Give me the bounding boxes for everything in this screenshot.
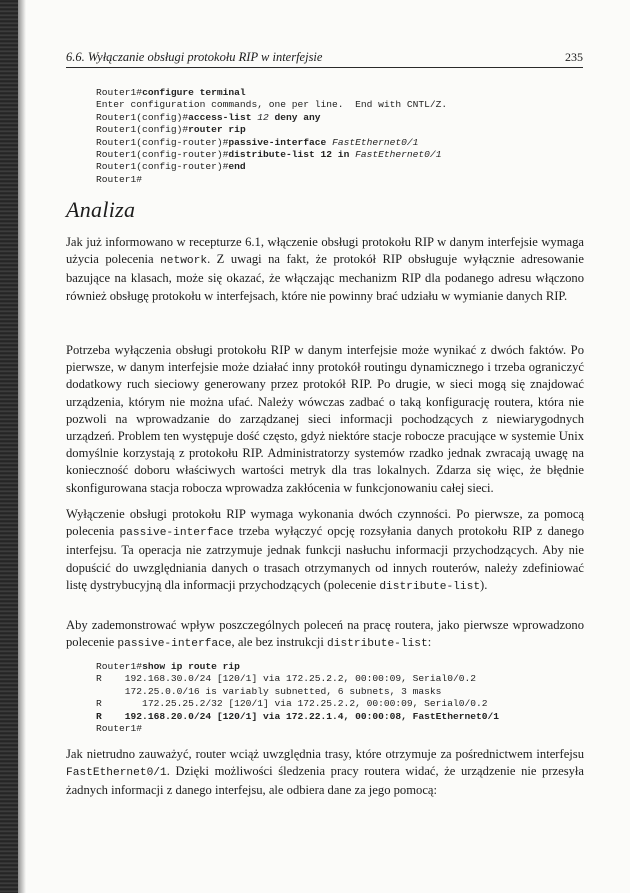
code-block-show-route (96, 661, 499, 735)
scan-binding-edge (0, 0, 18, 893)
section-title: Analiza (66, 197, 136, 222)
code-block-config (96, 87, 447, 186)
code-line: Router1#show ip route rip (96, 661, 240, 672)
code-line: Enter configuration commands, one per line. End with CNTL/Z. (96, 99, 448, 111)
code-line: Router1(config-router)#passive-interface FastEthernet0/1 (96, 136, 419, 148)
paragraph-2: Potrzeba wyłączenia obsługi protokołu RIP w danym interfejsie może wynikać z dwóch faktów. Po pierwsze, w danym interfejsie może działać inny protokół routingu dynamicznego i trzeba ograniczyć dodatkowy ruch sieciowy generowany przez protokół RIP. Po drugie, w sieci mogą się znajdować urządzenia, którym nie można ufać. Należy wówczas zadbać o taką konfigurację routera, która nie pozwoli na wprowadzanie do zarządzanej sieci informacji pochodzących z niewiarygodnych urządzeń. Problem ten występuje dość często, gdyż niektóre stacje robocze pracujące w systemie Unix domyślnie korzystają z protokołu RIP. Administratorzy systemów rzadko jednak zwracają uwagę na konieczność doboru właściwych wartości metryk dla tras lokalnych. Zdarza się więc, że błędnie skonfigurowana stacja robocza wprowadza zakłócenia w funkcjonowaniu całej sieci. (66, 343, 584, 495)
code-line: Router1(config-router)#end (96, 161, 246, 173)
code-line-highlighted: R 192.168.20.0/24 [120/1] via 172.22.1.4, 00:00:08, FastEthernet0/1 (96, 710, 500, 722)
code-line: Router1# (96, 723, 143, 735)
code-line: R 172.25.25.2/32 [120/1] via 172.25.2.2, 00:00:09, Serial0/0.2 (96, 698, 488, 710)
code-line: Router1# (96, 173, 143, 185)
paragraph-5: Jak nietrudno zauważyć, router wciąż uwzględnia trasy, które otrzymuje za pośrednictwem interfejsu FastEthernet0/1. Dzięki możliwości śledzenia pracy routera widać, że urządzenie nie przesyła żadnych informacji z danego interfejsu, ale odbiera dane za jego pomocą: (66, 747, 584, 798)
running-title: 6.6. Wyłączanie obsługi protokołu RIP w interfejsie (66, 50, 323, 64)
paragraph-3: Wyłączenie obsługi protokołu RIP wymaga wykonania dwóch czynności. Po pierwsze, za pomocą polecenia passive-interface trzeba wyłączyć opcję rozsyłania danych protokołu RIP z danego interfejsu. Ta operacja nie zatrzymuje jednak funkcji nasłuchu informacji przychodzących. Aby nie dopuścić do uwzględniania danych o trasach otrzymanych od innych routerów, należy zdefiniować listę dystrybucyjną dla informacji przychodzących (polecenie distribute-list). (66, 507, 584, 593)
code-line: Router1(config)#router rip (96, 124, 246, 136)
scan-shadow (18, 0, 26, 893)
paragraph-4: Aby zademonstrować wpływ poszczególnych poleceń na pracę routera, jako pierwsze wprowadzono polecenie passive-interface, ale bez instrukcji distribute-list: (66, 618, 584, 651)
code-line: Router1#configure terminal (96, 87, 246, 98)
code-line: Router1(config)#access-list 12 deny any (96, 111, 321, 123)
code-line: 172.25.0.0/16 is variably subnetted, 6 subnets, 3 masks (96, 685, 442, 697)
paragraph-1: Jak już informowano w recepturze 6.1, włączenie obsługi protokołu RIP w danym interfejsie wymaga użycia polecenia network. Z uwagi na fakt, że protokół RIP obsługuje wyłącznie adresowanie bazujące na klasach, może się okazać, że włączając mechanizm RIP dla podanego adresu włączono również obsługę protokołu w interfejsach, które nie powinny brać udziału w wymianie danych RIP. (66, 235, 584, 303)
code-line: R 192.168.30.0/24 [120/1] via 172.25.2.2, 00:00:09, Serial0/0.2 (96, 673, 476, 685)
page-header (66, 49, 583, 68)
code-line: Router1(config-router)#distribute-list 12 in FastEthernet0/1 (96, 149, 442, 161)
page-number: 235 (565, 50, 583, 64)
